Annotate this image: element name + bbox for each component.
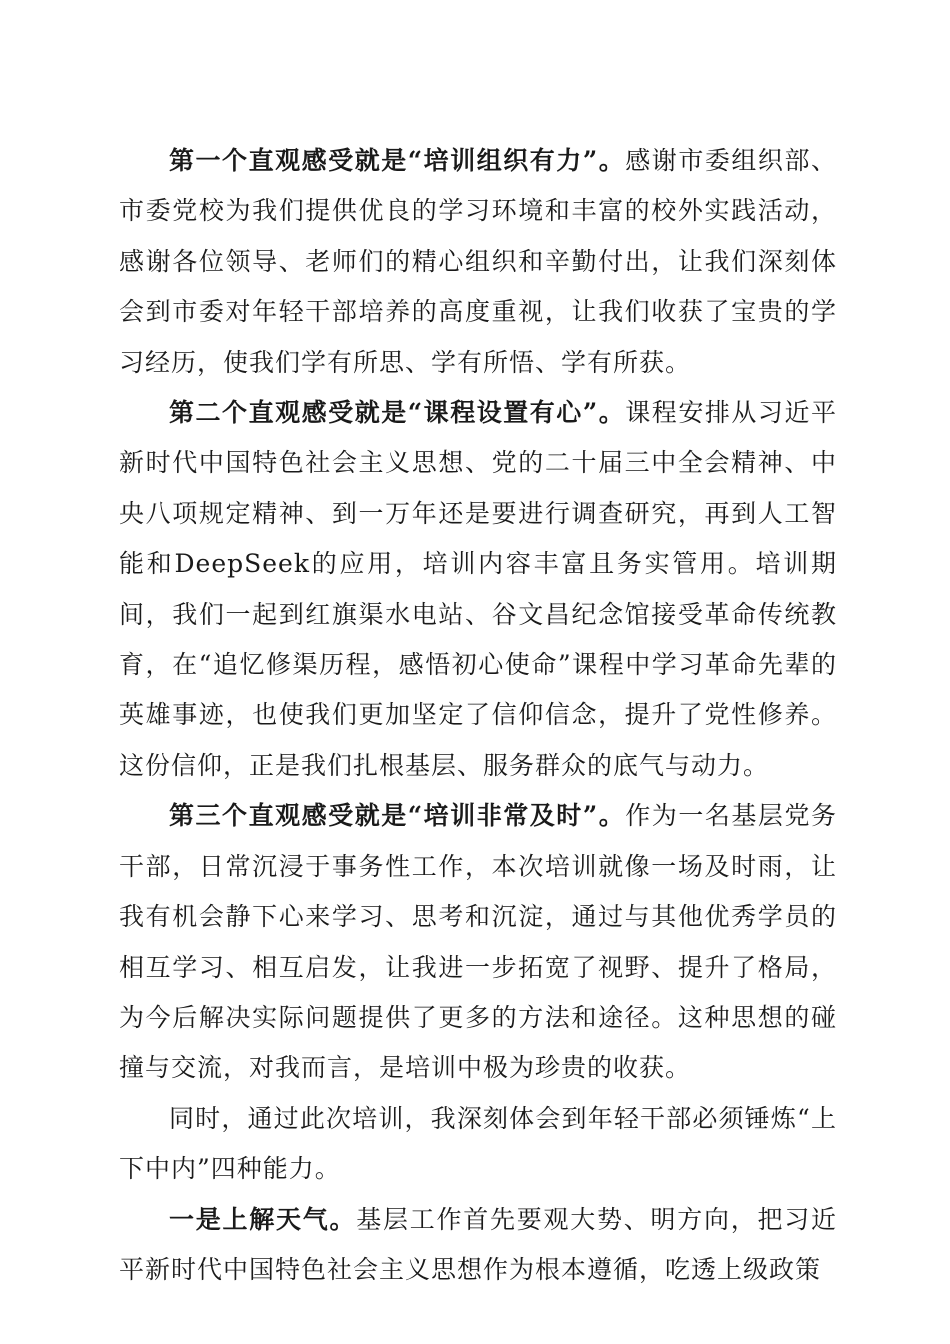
paragraph-4 [119, 1094, 837, 1195]
paragraph-4-text: 同时，通过此次培训，我深刻体会到年轻干部必须锤炼“上下中内”四种能力。 [119, 1103, 837, 1184]
document-body [119, 136, 837, 1295]
paragraph-1 [119, 136, 837, 388]
paragraph-2-text: 课程安排从习近平新时代中国特色社会主义思想、党的二十届三中全会精神、中央八项规定精神、到一万年还是要进行调查研究，再到人工智能和DeepSeek的应用，培训内容丰富且务实管用。培训期间，我们一起到红旗渠水电站、谷文昌纪念馆接受革命传统教育，在“追忆修渠历程，感悟初心使命”课程中学习革命先辈的英雄事迹，也使我们更加坚定了信仰信念，提升了党性修养。这份信仰，正是我们扎根基层、服务群众的底气与动力。 [119, 398, 837, 780]
paragraph-2 [119, 388, 837, 791]
paragraph-3-text: 作为一名基层党务干部，日常沉浸于事务性工作，本次培训就像一场及时雨，让我有机会静下心来学习、思考和沉淀，通过与其他优秀学员的相互学习、相互启发，让我进一步拓宽了视野、提升了格局，为今后解决实际问题提供了更多的方法和途径。这种思想的碰撞与交流，对我而言，是培训中极为珍贵的收获。 [119, 801, 837, 1083]
paragraph-5-text: 基层工作首先要观大势、明方向，把习近平新时代中国特色社会主义思想作为根本遵循，吃透上级政策 [119, 1204, 837, 1284]
paragraph-3 [119, 791, 837, 1093]
paragraph-5 [119, 1195, 837, 1296]
paragraph-1-text: 感谢市委组织部、市委党校为我们提供优良的学习环境和丰富的校外实践活动，感谢各位领导、老师们的精心组织和辛勤付出，让我们深刻体会到市委对年轻干部培养的高度重视，让我们收获了宝贵的学习经历，使我们学有所思、学有所悟、学有所获。 [119, 146, 837, 377]
paragraph-2-lead: 第二个直观感受就是“课程设置有心”。 [169, 398, 626, 428]
paragraph-1-lead: 第一个直观感受就是“培训组织有力”。 [169, 146, 626, 175]
paragraph-5-lead: 一是上解天气。 [169, 1204, 357, 1234]
paragraph-3-lead: 第三个直观感受就是“培训非常及时”。 [169, 801, 626, 831]
